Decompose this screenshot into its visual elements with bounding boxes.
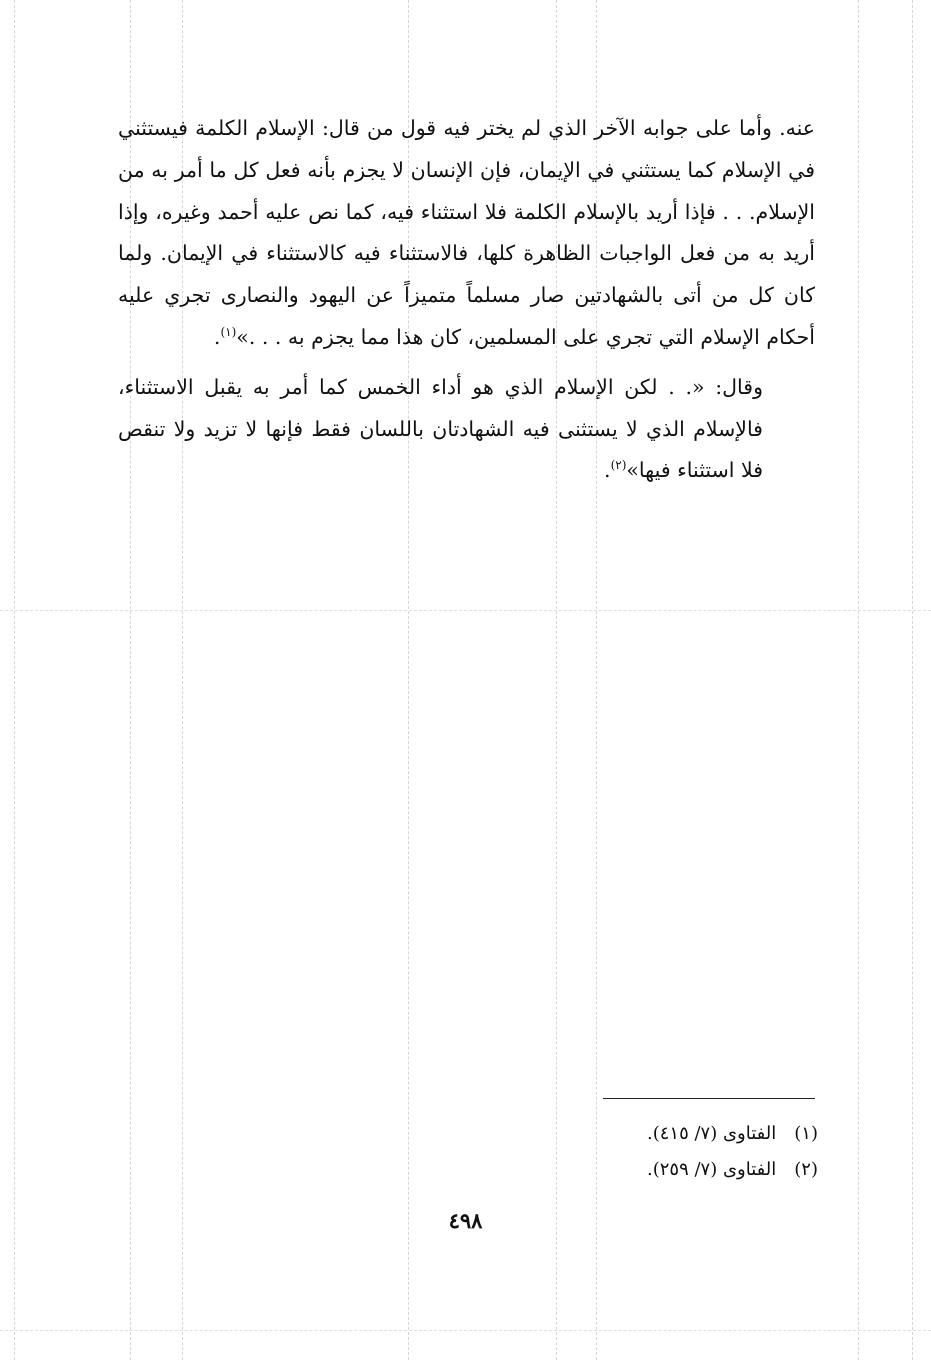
footnote-separator <box>603 1098 815 1099</box>
paragraph-end: . <box>213 324 221 349</box>
scan-guide-line <box>14 0 15 1360</box>
footnote-text: الفتاوى (٧/ ٤١٥). <box>646 1123 777 1144</box>
paragraph <box>118 367 815 492</box>
footnote-item <box>480 1116 818 1152</box>
footnote-reference: (١) <box>220 325 237 340</box>
footnote-reference: (٢) <box>610 458 627 473</box>
paragraph <box>118 108 815 359</box>
scan-guide-line <box>858 0 859 1360</box>
page-number: ٤٩٨ <box>448 1208 483 1233</box>
footnote-number: (٢) <box>794 1159 818 1180</box>
footnote-number: (١) <box>794 1123 818 1144</box>
footnote-text: الفتاوى (٧/ ٢٥٩). <box>646 1159 777 1180</box>
paragraph-end: . <box>604 458 611 483</box>
scan-guide-line <box>912 0 913 1360</box>
scan-guide-line <box>0 1330 931 1331</box>
paragraph-text: عنه. وأما على جوابه الآخر الذي لم يختر فيه قول من قال: الإسلام الكلمة فيستثني في الإسلام كما يستثني في الإيمان، فإن الإنسان لا يجزم بأنه فعل كل ما أمر به من الإسلام. . . فإذا أريد بالإسلام الكلمة فلا استثناء فيه، كما نص عليه أحمد وغيره، وإذا أريد به من فعل الواجبات الظاهرة كلها، فالاستثناء فيه كالاستثناء في الإيمان. ولما كان كل من أتى بالشهادتين صار مسلماً متميزاً عن اليهود والنصارى تجري عليه أحكام الإسلام التي تجري على المسلمين، كان هذا مما يجزم به . . .» <box>118 116 815 349</box>
paragraph-text: وقال: «. . لكن الإسلام الذي هو أداء الخمس كما أمر به يقبل الاستثناء، فالإسلام الذي لا يستثنى فيه الشهادتان باللسان فقط فإنها لا تزيد ولا تنقص فلا استثناء فيها» <box>118 374 763 483</box>
footnotes <box>480 1116 818 1188</box>
page-body <box>118 108 815 492</box>
footnote-item <box>480 1152 818 1188</box>
scan-guide-line <box>0 610 931 611</box>
